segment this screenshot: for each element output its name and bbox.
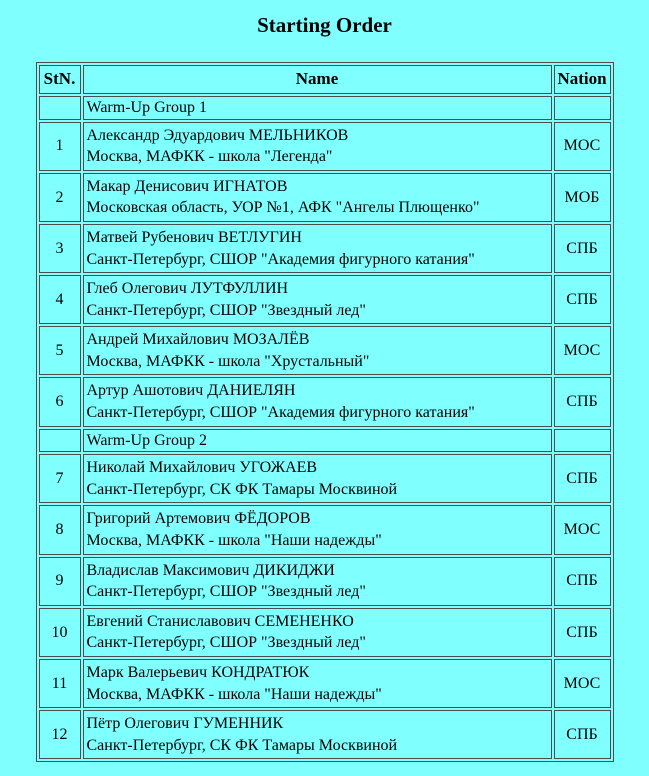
skater-club: Москва, МАФКК - школа "Наши надежды" [86,685,382,703]
start-number: 8 [39,505,81,554]
skater-name: Александр Эдуардович МЕЛЬНИКОВ [86,126,349,144]
name-cell [83,377,552,426]
skater-club: Санкт-Петербург, СШОР "Звездный лед" [86,301,366,319]
nation-code: СПБ [554,454,611,503]
name-cell [83,122,552,171]
table-body [39,96,611,759]
skater-name: Николай Михайлович УГОЖАЕВ [86,459,318,477]
skater-row [39,122,611,171]
start-number: 2 [39,173,81,222]
start-number: 6 [39,377,81,426]
skater-row [39,326,611,375]
name-cell [83,275,552,324]
header-cell-name: Name [83,65,552,94]
skater-row [39,454,611,503]
start-number: 3 [39,224,81,273]
skater-club: Санкт-Петербург, СШОР "Звездный лед" [86,583,366,601]
name-cell [83,505,552,554]
name-cell [83,454,552,503]
skater-club: Санкт-Петербург, СК ФК Тамары Москвиной [86,480,398,498]
skater-row [39,377,611,426]
name-cell [83,608,552,657]
nation-code: СПБ [554,275,611,324]
skater-row [39,224,611,273]
skater-club: Москва, МАФКК - школа "Наши надежды" [86,532,382,550]
skater-club: Санкт-Петербург, СШОР "Академия фигурного катания" [86,250,475,268]
header-row [39,65,611,94]
name-cell [83,557,552,606]
start-number: 10 [39,608,81,657]
skater-row [39,275,611,324]
start-number: 12 [39,710,81,759]
stn-cell-empty [39,429,81,453]
header-cell-nation: Nation [554,65,611,94]
start-number: 7 [39,454,81,503]
nation-code: МОС [554,122,611,171]
skater-row [39,173,611,222]
starting-order-table [36,62,614,762]
start-number: 4 [39,275,81,324]
skater-name: Пётр Олегович ГУМЕННИК [86,715,284,733]
skater-name: Владислав Максимович ДИКИДЖИ [86,561,335,579]
skater-club: Санкт-Петербург, СК ФК Тамары Москвиной [86,736,398,754]
skater-row [39,710,611,759]
skater-name: Марк Валерьевич КОНДРАТЮК [86,664,310,681]
name-cell [83,224,552,273]
group-label: Warm-Up Group 2 [83,429,552,453]
name-cell [83,326,552,375]
skater-club: Московская область, УОР №1, АФК "Ангелы Плющенко" [86,199,480,217]
name-cell [83,710,552,759]
name-cell [83,659,552,708]
skater-row [39,505,611,554]
nation-code: МОС [554,505,611,554]
skater-club: Москва, МАФКК - школа "Легенда" [86,148,333,166]
skater-club: Санкт-Петербург, СШОР "Академия фигурного катания" [86,404,475,422]
stn-cell-empty [39,96,81,120]
header-cell-stn: StN. [39,65,81,94]
skater-name: Макар Денисович ИГНАТОВ [86,177,288,195]
group-row [39,96,611,120]
nation-code: СПБ [554,224,611,273]
nation-code: СПБ [554,710,611,759]
nation-code: СПБ [554,608,611,657]
name-cell [83,173,552,222]
nation-code: СПБ [554,557,611,606]
skater-name: Андрей Михайлович МОЗАЛЁВ [86,331,310,349]
start-number: 9 [39,557,81,606]
nation-code: МОС [554,659,611,708]
skater-club: Москва, МАФКК - школа "Хрустальный" [86,352,370,370]
skater-name: Артур Ашотович ДАНИЕЛЯН [86,382,296,400]
start-number: 1 [39,122,81,171]
nation-cell-empty [554,429,611,453]
skater-row [39,659,611,708]
skater-name: Матвей Рубенович ВЕТЛУГИН [86,228,302,246]
group-label: Warm-Up Group 1 [83,96,552,120]
start-number: 11 [39,659,81,708]
start-number: 5 [39,326,81,375]
skater-club: Санкт-Петербург, СШОР "Звездный лед" [86,634,366,652]
nation-cell-empty [554,96,611,120]
skater-row [39,608,611,657]
page-title: Starting Order [257,13,392,37]
skater-name: Григорий Артемович ФЁДОРОВ [86,510,311,528]
skater-name: Глеб Олегович ЛУТФУЛЛИН [86,280,289,298]
nation-code: МОС [554,326,611,375]
skater-row [39,557,611,606]
nation-code: СПБ [554,377,611,426]
group-row [39,429,611,453]
skater-name: Евгений Станиславович СЕМЕНЕНКО [86,612,354,630]
nation-code: МОБ [554,173,611,222]
